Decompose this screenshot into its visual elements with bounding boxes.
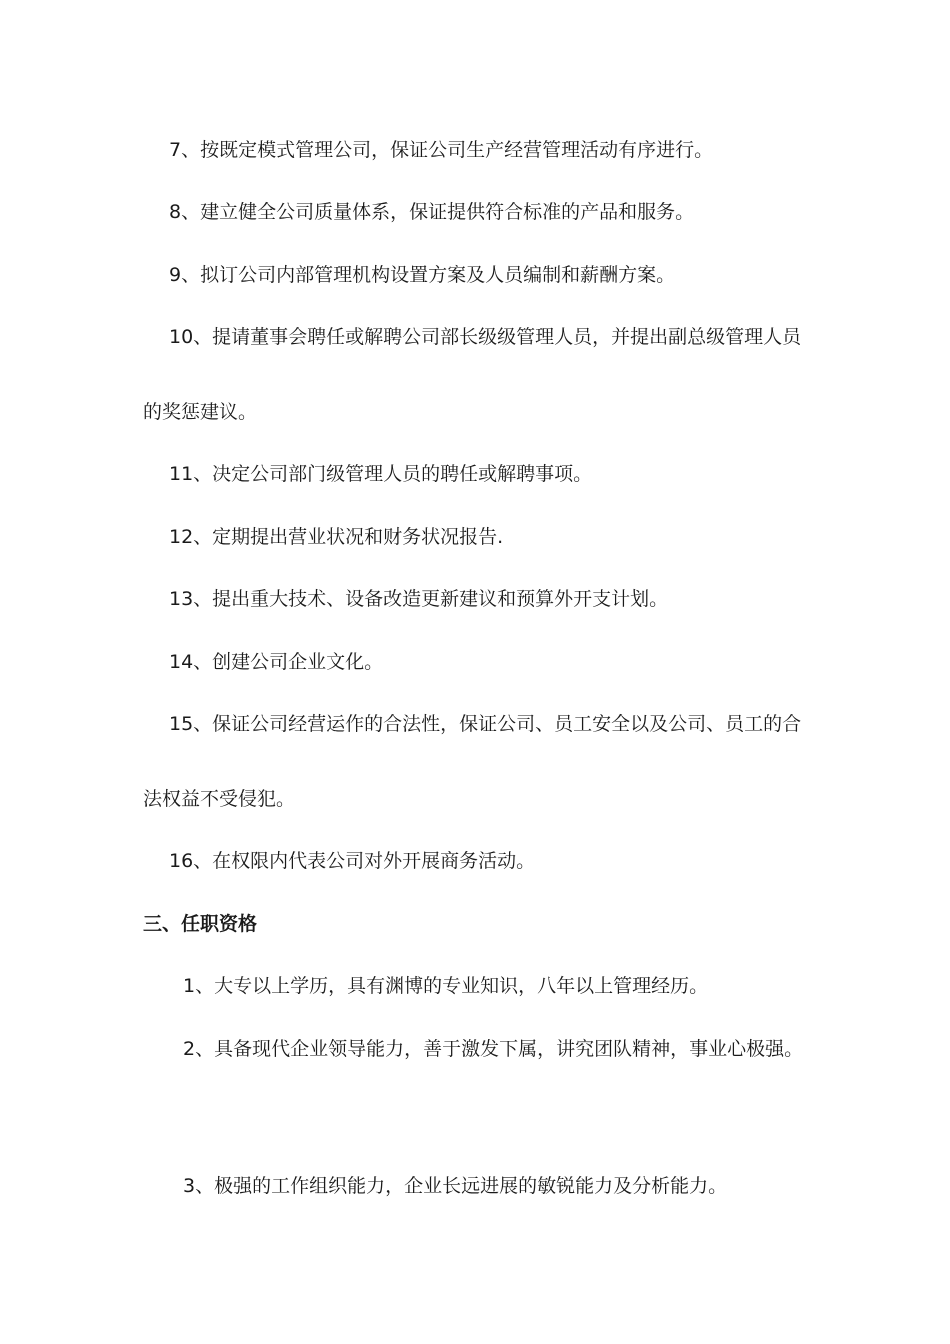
- item-15: 15、保证公司经营运作的合法性，保证公司、员工安全以及公司、员工的合: [169, 713, 802, 735]
- item-14: 14、创建公司企业文化。: [169, 651, 384, 673]
- item-7: 7、按既定模式管理公司，保证公司生产经营管理活动有序进行。: [169, 139, 714, 161]
- item-10: 10、提请董事会聘任或解聘公司部长级级管理人员，并提出副总级管理人员: [169, 326, 802, 348]
- item-16: 16、在权限内代表公司对外开展商务活动。: [169, 850, 536, 872]
- item-10-continuation: 的奖惩建议。: [143, 401, 258, 423]
- item-11: 11、决定公司部门级管理人员的聘任或解聘事项。: [169, 463, 593, 485]
- section-heading-qualifications: 三、任职资格: [143, 913, 258, 935]
- item-15-continuation: 法权益不受侵犯。: [143, 788, 296, 810]
- item-13: 13、提出重大技术、设备改造更新建议和预算外开支计划。: [169, 588, 669, 610]
- item-8: 8、建立健全公司质量体系，保证提供符合标准的产品和服务。: [169, 201, 695, 223]
- item-12: 12、定期提出营业状况和财务状况报告.: [169, 526, 504, 548]
- qualification-1: 1、大专以上学历，具有渊博的专业知识，八年以上管理经历。: [183, 975, 709, 997]
- item-9: 9、拟订公司内部管理机构设置方案及人员编制和薪酬方案。: [169, 264, 676, 286]
- qualification-3: 3、极强的工作组织能力，企业长远进展的敏锐能力及分析能力。: [183, 1175, 728, 1197]
- qualification-2: 2、具备现代企业领导能力，善于激发下属，讲究团队精神，事业心极强。: [183, 1038, 804, 1060]
